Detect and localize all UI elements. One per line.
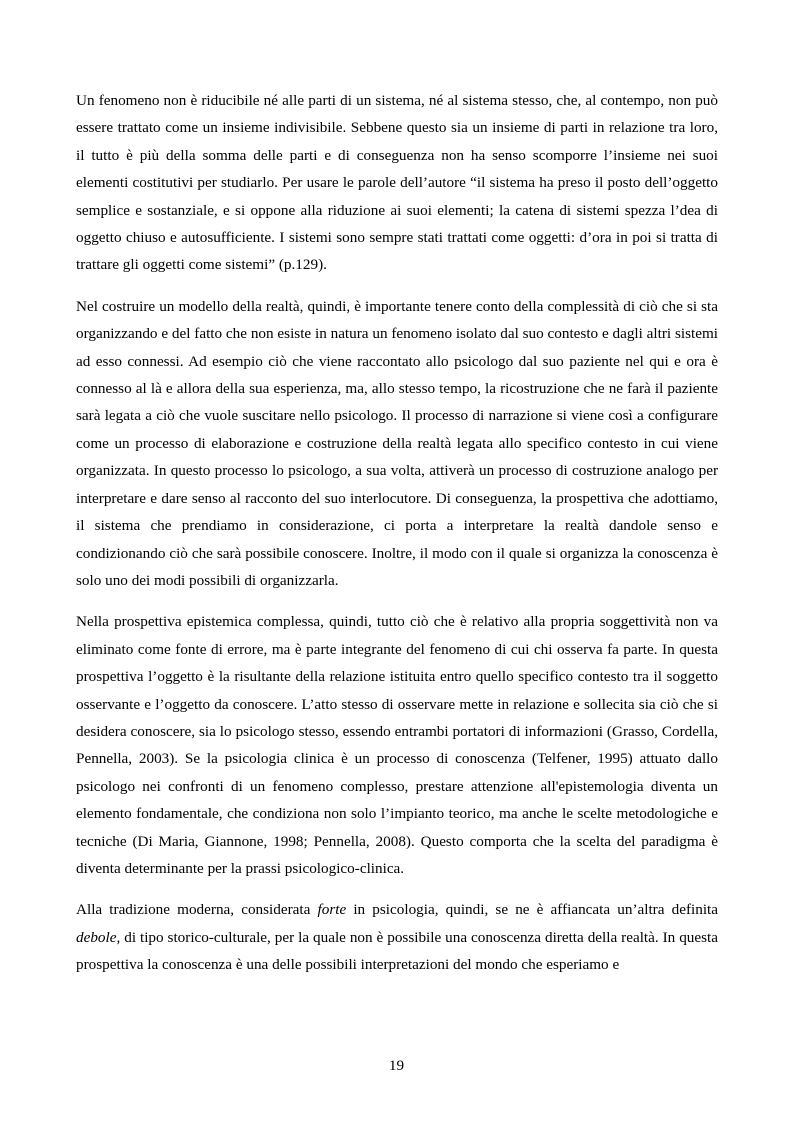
- paragraph-4: [76, 896, 718, 978]
- page-number: 19: [388, 1057, 405, 1074]
- paragraph-1: Un fenomeno non è riducibile né alle parti di un sistema, né al sistema stesso, che, al contempo, non può essere trattato come un insieme indivisibile. Sebbene questo sia un insieme di parti in relazione tra loro, il tutto è più della somma delle parti e di conseguenza non ha senso scomporre l’insieme nei suoi elementi costitutivi per studiarlo. Per usare le parole dell’autore “il sistema ha preso il posto dell’oggetto semplice e sostanziale, e si oppone alla riduzione ai suoi elementi; la catena di sistemi spezza l’dea di oggetto chiuso e autosufficiente. I sistemi sono sempre stati trattati come oggetti: d’ora in poi si tratta di trattare gli oggetti come sistemi” (p.129).: [76, 92, 718, 274]
- paragraph-2: Nel costruire un modello della realtà, quindi, è importante tenere conto della complessità di ciò che si sta organizzando e del fatto che non esiste in natura un fenomeno isolato dal suo contesto e dagli altri sistemi ad esso connessi. Ad esempio ciò che viene raccontato allo psicologo dal suo paziente nel qui e ora è connesso al là e allora della sua esperienza, ma, allo stesso tempo, la ricostruzione che ne farà il paziente sarà legata a ciò che vuole suscitare nello psicologo. Il processo di narrazione si viene così a configurare come un processo di elaborazione e costruzione della realtà legata allo specifico contesto in cui viene organizzata. In questo processo lo psicologo, a sua volta, attiverà un processo di costruzione analogo per interpretare e dare senso al racconto del suo interlocutore. Di conseguenza, la prospettiva che adottiamo, il sistema che prendiamo in considerazione, ci porta a interpretare la realtà dandole senso e condizionando ciò che sarà possibile conoscere. Inoltre, il modo con il quale si organizza la conoscenza è solo uno dei modi possibili di organizzarla.: [76, 297, 718, 589]
- paragraph-4-text-2: in psicologia, quindi, se ne è affiancata un’altra definita: [346, 901, 719, 919]
- italic-term-debole: debole: [76, 928, 117, 946]
- paragraph-3: Nella prospettiva epistemica complessa, quindi, tutto ciò che è relativo alla propria soggettività non va eliminato come fonte di errore, ma è parte integrante del fenomeno di cui chi osserva fa parte. In questa prospettiva l’oggetto è la risultante della relazione istituita entro quello specifico contesto tra il soggetto osservante e l’oggetto da conoscere. L’atto stesso di osservare mette in relazione e sollecita sia ciò che si desidera conoscere, sia lo psicologo stesso, essendo entrambi portatori di informazioni (Grasso, Cordella, Pennella, 2003). Se la psicologia clinica è un processo di conoscenza (Telfener, 1995) attuato dallo psicologo nei confronti di un fenomeno complesso, prestare attenzione all'epistemologia diventa un elemento fondamentale, che condiziona non solo l’impianto teorico, ma anche le scelte metodologiche e tecniche (Di Maria, Giannone, 1998; Pennella, 2008). Questo comporta che la scelta del paradigma è diventa determinante per la prassi psicologico-clinica.: [76, 613, 718, 877]
- paragraph-4-text-1: Alla tradizione moderna, considerata: [76, 901, 318, 919]
- page-body: [76, 87, 718, 979]
- paragraph-4-text-3: , di tipo storico-culturale, per la quale non è possibile una conoscenza diretta della realtà. In questa prospettiva la conoscenza è una delle possibili interpretazioni del mondo che esperiamo e: [76, 928, 718, 974]
- italic-term-forte: forte: [317, 901, 347, 919]
